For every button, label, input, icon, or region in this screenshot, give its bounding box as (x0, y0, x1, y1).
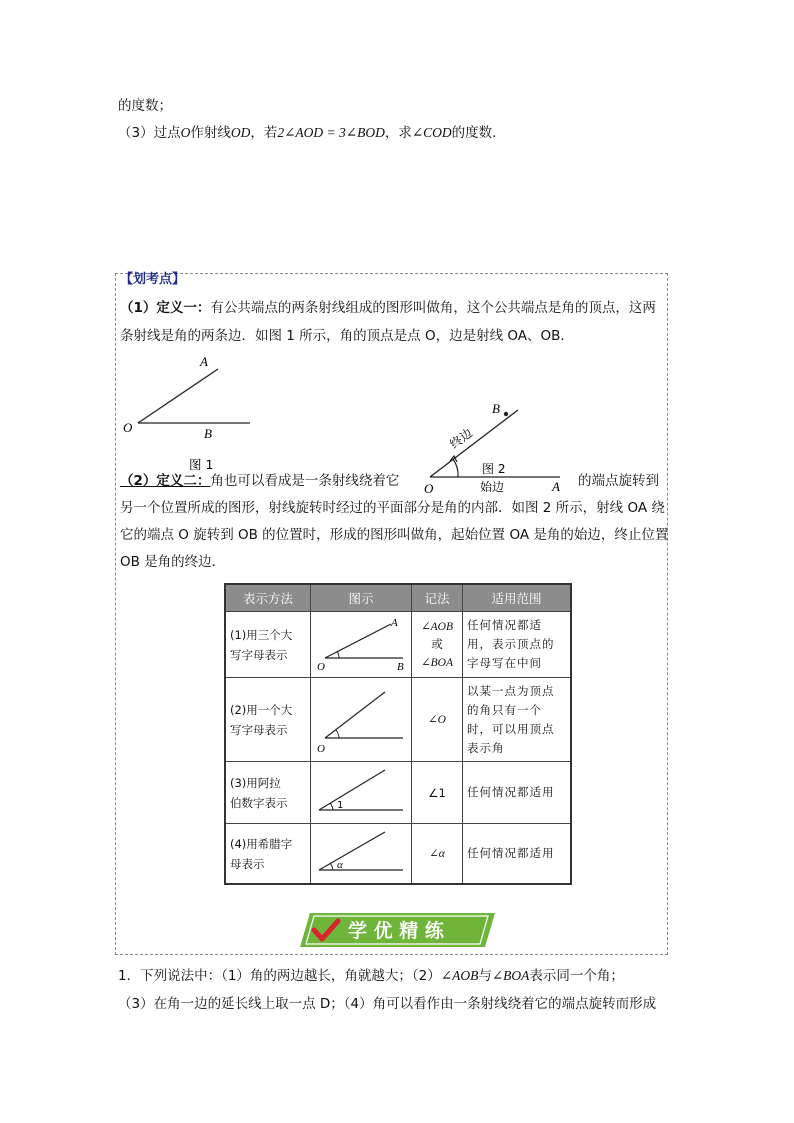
method-cell (225, 612, 311, 678)
definition-1-line-2: 条射线是角的两条边．如图 1 所示，角的顶点是点 O，边是射线 OA、OB． (120, 328, 574, 344)
angle-equation: 2∠AOD = 3∠BOD (277, 125, 385, 140)
header-method: 表示方法 (225, 584, 311, 612)
notation-cell (412, 678, 463, 762)
angle-side (325, 692, 385, 738)
label-alpha: α (337, 859, 343, 871)
angle-cod: ∠COD (411, 125, 452, 140)
angle-side (319, 770, 385, 810)
text-segment: ，若 (250, 125, 278, 141)
label-b: B (397, 661, 404, 673)
definition-2-line-2: 另一个位置所成的图形，射线旋转时经过的平面部分是角的内部．如图 2 所示，射线 OA 绕 (120, 500, 665, 516)
method-line: (1)用三个大 (230, 627, 293, 642)
figure-1 (118, 352, 258, 472)
definition-2-line-1b: 的端点旋转到 (578, 473, 659, 489)
angle-figure (311, 824, 411, 880)
angle-arc (337, 651, 339, 658)
method-line: 母表示 (230, 856, 265, 871)
scope-line: 以某一点为顶点 (467, 683, 555, 698)
question-1-line-1 (118, 966, 624, 986)
scope-line: 时，可以用顶点 (467, 721, 555, 736)
scope-line: 任何情况都适用 (467, 785, 555, 799)
angle-side (319, 832, 385, 870)
method-line: 写字母表示 (230, 647, 288, 662)
figure-1-caption: 图 1 (189, 457, 214, 472)
angle-arc (330, 803, 333, 810)
scope-line: 字母写在中间 (467, 656, 542, 670)
notation-line: 或 (431, 638, 443, 651)
label-a: A (200, 354, 208, 369)
method-line: (3)用阿拉 (230, 775, 281, 790)
text-segment: 的度数． (451, 125, 506, 141)
definition-1-text: 有公共端点的两条射线组成的图形叫做角，这个公共端点是角的顶点，这两 (210, 300, 656, 316)
key-points-title: 【划考点】 (120, 272, 186, 287)
scope-line: 用，表示顶点的 (467, 637, 555, 651)
scope-line: 表示角 (467, 740, 505, 755)
problem-part-3 (118, 123, 506, 143)
notation-cell (412, 762, 463, 824)
angle-aob: ∠AOB (440, 968, 479, 983)
notation-line: ∠α (429, 847, 445, 860)
notation-line: ∠BOA (421, 656, 453, 669)
method-line: (4)用希腊字 (230, 836, 293, 851)
definition-2-line-1a (120, 471, 399, 491)
angle-figure (311, 612, 411, 674)
angle-boa: ∠BOA (491, 968, 530, 983)
banner-title: 学 优 精 练 (348, 920, 444, 942)
definition-1-line-1 (120, 298, 656, 318)
label-o: O (317, 661, 325, 673)
header-figure: 图示 (311, 584, 412, 612)
angle-figure (311, 762, 411, 820)
ray-od: OD (230, 125, 251, 140)
notation-cell (412, 824, 463, 885)
scope-line: 的角只有一个 (467, 702, 542, 717)
method-line: 伯数字表示 (230, 795, 288, 810)
figure-cell (311, 612, 412, 678)
scope-cell (463, 762, 572, 824)
angle-notation-table (224, 583, 572, 885)
figure-cell (311, 678, 412, 762)
method-line: (2)用一个大 (230, 702, 293, 717)
method-cell (225, 678, 311, 762)
definition-2-line-3: 它的端点 O 旋转到 OB 的位置时，形成的图形叫做角，起始位置 OA 是角的始边，终止位置 (120, 527, 669, 543)
table-row (225, 824, 571, 885)
scope-cell (463, 824, 572, 885)
text-segment: （3）过点 (118, 125, 181, 141)
problem-continuation: 的度数； (118, 98, 172, 114)
practice-banner (300, 913, 495, 947)
notation-line: ∠O (428, 713, 446, 726)
text-segment: 表示同一个角； (529, 968, 624, 984)
method-line: 写字母表示 (230, 722, 288, 737)
figure-2-caption: 图 2 (482, 462, 506, 476)
method-cell (225, 824, 311, 885)
text-segment: 1．下列说法中：（1）角的两边越长，角就越大；（2） (118, 968, 441, 984)
question-1-line-2: （3）在角一边的延长线上取一点 D；（4）角可以看作由一条射线绕着它的端点旋转而形成 (118, 996, 657, 1012)
point-b (504, 412, 508, 416)
start-side-label: 始边 (480, 480, 505, 494)
figure-2 (420, 395, 580, 495)
label-b: B (204, 426, 212, 441)
notation-line: ∠AOB (421, 620, 453, 633)
table-row (225, 612, 571, 678)
definition-1-label: （1）定义一： (120, 300, 211, 316)
definition-2-text: 角也可以看成是一条射线绕着它 (210, 473, 400, 489)
label-1: 1 (337, 800, 344, 811)
table-row (225, 762, 571, 824)
scope-line: 任何情况都适 (467, 618, 542, 632)
text-segment: 作射线 (190, 125, 231, 141)
point-o: O (180, 125, 191, 140)
label-o: O (317, 743, 325, 755)
scope-cell (463, 612, 572, 678)
label-a: A (391, 617, 398, 629)
notation-cell (412, 612, 463, 678)
scope-line: 任何情况都适用 (467, 846, 555, 860)
label-o: O (123, 420, 133, 435)
angle-side (325, 624, 391, 658)
label-b: B (492, 401, 500, 416)
scope-cell (463, 678, 572, 762)
angle-arc (336, 730, 339, 738)
text-segment: ，求 (384, 125, 412, 141)
definition-2-label: （2）定义二： (120, 473, 211, 489)
header-scope: 适用范围 (463, 584, 572, 612)
table-header-row (225, 584, 571, 612)
notation-line: ∠1 (428, 785, 446, 800)
angle-figure (311, 678, 411, 758)
text-segment: 与 (478, 968, 492, 984)
definition-2-line-4: OB 是角的终边． (120, 554, 226, 570)
figure-cell (311, 824, 412, 885)
label-a: A (552, 479, 560, 494)
method-cell (225, 762, 311, 824)
angle-arc (330, 863, 333, 870)
table-row (225, 678, 571, 762)
end-side-label: 终边 (447, 425, 475, 452)
label-o: O (424, 481, 434, 495)
figure-cell (311, 762, 412, 824)
ray-oa (138, 369, 218, 423)
header-notation: 记法 (412, 584, 463, 612)
